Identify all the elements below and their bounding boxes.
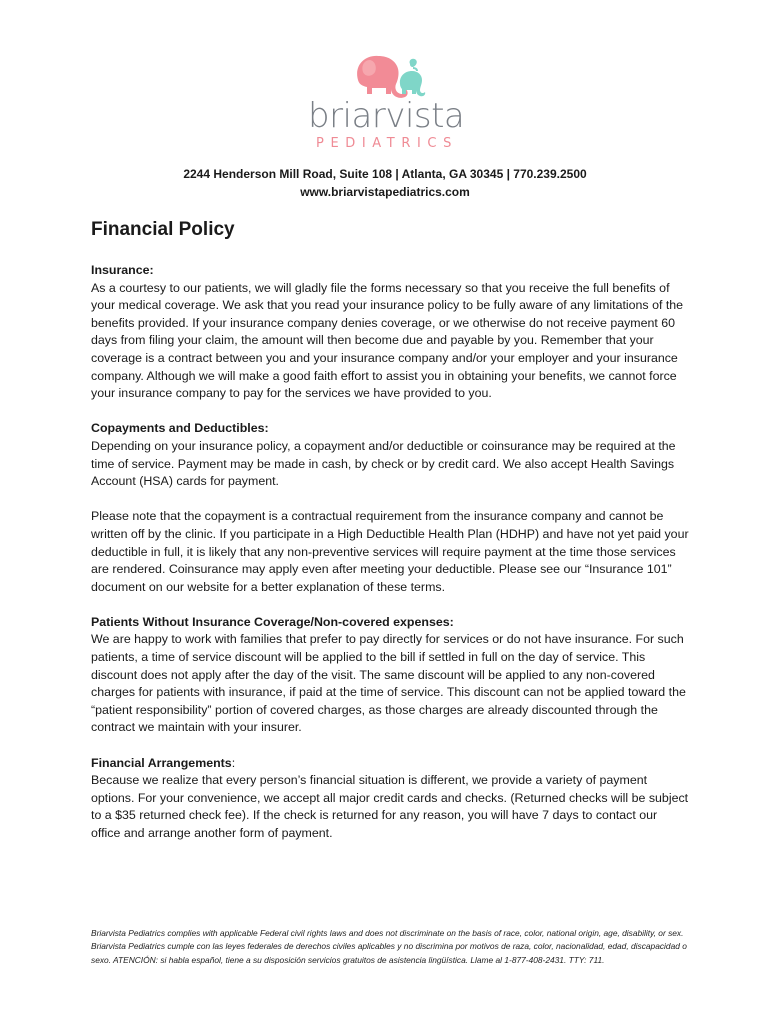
section-text: Because we realize that every person’s financial situation is different, we provide a variety of payment options. For your convenience, we accept all major credit cards and checks. (Returned checks will be subject to a $35 returned check fee). If the check is returned for any reason, you will have 7 days to contact our office and arrange another form of payment. bbox=[91, 773, 689, 840]
briarvista-logo bbox=[308, 50, 468, 160]
section-copayments bbox=[91, 420, 689, 490]
nondiscrimination-footer: Briarvista Pediatrics complies with applicable Federal civil rights laws and does not discriminate on the basis of race, color, national origin, age, disability, or sex. Briarvista Pediatrics cumple con las leyes federales de derechos civiles aplicables y no discrimina por motivos de raza, color, nacionalidad, edad, discapacidad o sexo. ATENCIÓN: si habla español, tiene a su disposición servicios gratuitos de asistencia lingüística. Llame al 1-877-408-2431. TTY: 711. bbox=[91, 928, 687, 965]
section-text: We are happy to work with families that prefer to pay directly for services or do not have insurance. For such patients, a time of service discount will be applied to the bill if settled in full on the day of service. This discount does not apply after the day of the visit. The same discount will be applied to any non-covered charges for patients with insurance, if paid at the time of service. This discount can not be applied toward the “patient responsibility” portion of covered charges, as those charges are already discounted through the contract we maintain with your insurer. bbox=[91, 632, 686, 735]
section-insurance bbox=[91, 262, 689, 403]
section-text: Please note that the copayment is a contractual requirement from the insurance company and cannot be written off by the clinic. If you participate in a High Deductible Health Plan (HDHP) and have not yet paid your deductible in full, it is likely that any non-preventive services will require payment at the time those services are rendered. Coinsurance may apply even after meeting your deductible. Please see our “Insurance 101” document on our website for a better explanation of these terms. bbox=[91, 509, 689, 594]
section-heading: Financial Arrangements bbox=[91, 755, 232, 770]
section-copay-note bbox=[91, 508, 689, 596]
section-heading-colon: : bbox=[231, 755, 236, 770]
section-heading: Patients Without Insurance Coverage/Non-covered expenses: bbox=[91, 614, 454, 629]
section-heading: Insurance: bbox=[91, 263, 154, 277]
logo-subtitle: PEDIATRICS bbox=[316, 136, 458, 151]
section-text: Depending on your insurance policy, a copayment and/or deductible or coinsurance may be required at the time of service. Payment may be made in cash, by check or by credit card. We also accept Health Savings Account (HSA) cards for payment. bbox=[91, 438, 676, 489]
section-text: As a courtesy to our patients, we will gladly file the forms necessary so that you receive the full benefits of your medical coverage. We ask that you read your insurance policy to be fully aware of any limitations of the benefits provided. If your insurance company denies coverage, or we otherwise do not receive payment 60 days from filing your claim, the amount will then become due and payable by you. Remember that your coverage is a contract between you and your insurance company and/or your employer and your insurance company. Although we will make a good faith effort to assist you in obtaining your benefits, we cannot force your insurance company to pay for the services we have provided to you. bbox=[91, 280, 684, 401]
section-uninsured bbox=[91, 614, 689, 737]
elephants-logo-icon bbox=[350, 50, 430, 100]
address-line: 2244 Henderson Mill Road, Suite 108 | Atlanta, GA 30345 | 770.239.2500 bbox=[183, 167, 587, 181]
website-link[interactable]: www.briarvistapediatrics.com bbox=[300, 185, 470, 199]
section-arrangements bbox=[91, 755, 689, 843]
policy-body bbox=[91, 262, 689, 860]
section-heading: Copayments and Deductibles: bbox=[91, 421, 269, 436]
page-title: Financial Policy bbox=[91, 219, 235, 240]
logo-wordmark: briarvista bbox=[308, 96, 465, 136]
